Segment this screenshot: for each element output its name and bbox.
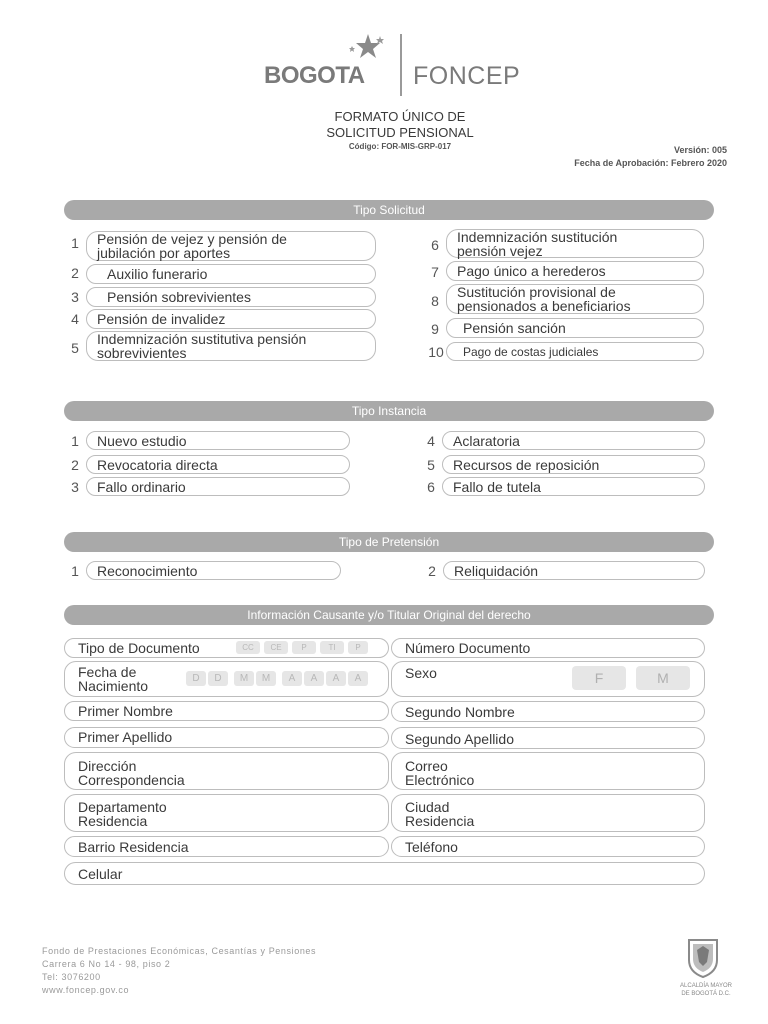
bogota-star-logo-icon (344, 32, 384, 64)
field-label: Correspondencia (78, 772, 185, 788)
option-aclaratoria[interactable] (442, 431, 705, 450)
field-label: Residencia (405, 813, 475, 829)
option-auxilio-funerario[interactable] (86, 264, 376, 284)
sexo-option-m[interactable]: M (636, 666, 690, 690)
telefono-field[interactable] (391, 836, 705, 857)
field-label: Barrio Residencia (78, 839, 189, 855)
date-year-box[interactable]: A (282, 671, 302, 686)
date-day-box[interactable]: D (208, 671, 228, 686)
segundo-nombre-field[interactable] (391, 701, 705, 722)
doc-type-chip[interactable]: TI (320, 641, 344, 654)
option-label: sobrevivientes (97, 345, 187, 361)
field-label: Primer Apellido (78, 729, 173, 745)
field-label: Residencia (78, 813, 148, 829)
option-label: Pensión de vejez y pensión de (97, 231, 287, 247)
section-header-tipo-instancia: Tipo Instancia (64, 401, 714, 421)
option-nuevo-estudio[interactable] (86, 431, 350, 450)
field-label: Celular (78, 866, 123, 882)
field-label: Fecha de (78, 664, 137, 680)
option-indemnizacion-sobrevivientes[interactable] (86, 331, 376, 361)
alcaldia-label-line1: ALCALDÍA MAYOR (680, 983, 732, 989)
option-number: 1 (71, 563, 79, 579)
field-label: Departamento (78, 799, 167, 815)
doc-type-chip[interactable]: P (348, 641, 368, 654)
option-number: 6 (427, 479, 435, 495)
correo-electronico-field[interactable] (391, 752, 705, 790)
sexo-option-f[interactable]: F (572, 666, 626, 690)
option-label: Pensión sanción (463, 320, 566, 336)
primer-apellido-field[interactable] (64, 727, 389, 748)
field-label: Segundo Apellido (405, 731, 514, 747)
option-number: 5 (71, 340, 79, 356)
option-indemnizacion-vejez[interactable] (446, 229, 704, 258)
form-version: Versión: 005 (673, 145, 727, 155)
option-label: Indemnización sustitución (457, 228, 618, 245)
option-label: pensión vejez (457, 242, 543, 259)
option-number: 4 (71, 311, 79, 327)
segundo-apellido-field[interactable] (391, 727, 705, 749)
direccion-correspondencia-field[interactable] (64, 752, 389, 790)
option-label: Pago de costas judiciales (463, 344, 599, 359)
field-label: Número Documento (405, 640, 531, 656)
option-number: 1 (71, 433, 79, 449)
footer-entity-name: Fondo de Prestaciones Económicas, Cesantías y Pensiones (42, 946, 317, 956)
field-label: Dirección (78, 758, 137, 774)
option-label: Fallo de tutela (453, 478, 541, 495)
option-label: Revocatoria directa (97, 456, 218, 473)
field-label: Primer Nombre (78, 703, 173, 719)
date-year-box[interactable]: A (304, 671, 324, 686)
option-pago-unico[interactable] (446, 261, 704, 281)
option-number: 5 (427, 457, 435, 473)
option-label: Reliquidación (454, 562, 539, 579)
option-pension-vejez[interactable] (86, 231, 376, 261)
doc-type-options (236, 641, 368, 655)
option-number: 7 (431, 264, 439, 280)
option-number: 8 (431, 293, 439, 309)
section-header-tipo-solicitud: Tipo Solicitud (64, 200, 714, 220)
celular-field[interactable] (64, 862, 705, 885)
option-number: 2 (71, 265, 79, 281)
barrio-residencia-field[interactable] (64, 836, 389, 857)
alcaldia-label-line2: DE BOGOTÁ D.C. (681, 991, 731, 997)
form-title-line1: FORMATO ÚNICO DE (334, 109, 466, 124)
date-month-box[interactable]: M (256, 671, 276, 686)
option-number: 3 (71, 479, 79, 495)
option-fallo-tutela[interactable] (442, 477, 705, 496)
form-code: Código: FOR-MIS-GRP-017 (348, 142, 452, 151)
approval-date: Fecha de Aprobación: Febrero 2020 (574, 158, 727, 168)
option-label: Pensión sobrevivientes (107, 289, 251, 305)
departamento-residencia-field[interactable] (64, 794, 389, 832)
field-label: Electrónico (405, 772, 475, 788)
option-pension-sancion[interactable] (446, 318, 704, 338)
logo-divider (400, 34, 402, 96)
doc-type-chip[interactable]: CC (236, 641, 260, 654)
field-label: Teléfono (405, 839, 458, 855)
option-label: Sustitución provisional de (457, 284, 616, 300)
option-label: Indemnización sustitutiva pensión (97, 331, 307, 347)
option-sustitucion-provisional[interactable] (446, 284, 704, 314)
date-year-box[interactable]: A (348, 671, 368, 686)
option-reconocimiento[interactable] (86, 561, 341, 580)
option-number: 4 (427, 433, 435, 449)
option-label: Pago único a herederos (457, 263, 606, 279)
option-label: Auxilio funerario (107, 266, 208, 282)
option-number: 6 (431, 237, 439, 253)
date-day-box[interactable]: D (186, 671, 206, 686)
date-year-box[interactable]: A (326, 671, 346, 686)
option-label: pensionados a beneficiarios (457, 298, 631, 314)
option-label: Aclaratoria (453, 432, 520, 449)
numero-documento-field[interactable] (391, 638, 705, 658)
option-pension-invalidez[interactable] (86, 309, 376, 329)
option-label: Nuevo estudio (97, 432, 187, 449)
footer-phone: Tel: 3076200 (42, 972, 101, 982)
option-label: Recursos de reposición (453, 456, 600, 473)
option-recursos-reposicion[interactable] (442, 455, 705, 474)
date-input-boxes (186, 671, 368, 686)
section-header-tipo-pretension: Tipo de Pretensión (64, 532, 714, 552)
form-title-line2: SOLICITUD PENSIONAL (326, 125, 474, 140)
date-month-box[interactable]: M (234, 671, 254, 686)
option-number: 10 (428, 344, 444, 360)
option-number: 2 (428, 563, 436, 579)
option-number: 1 (71, 235, 79, 251)
option-label: Reconocimiento (97, 562, 198, 579)
foncep-logo-text: FONCEP (413, 62, 521, 90)
alcaldia-shield-icon (686, 938, 720, 978)
footer-website[interactable]: www.foncep.gov.co (42, 985, 130, 995)
option-label: Pensión de invalidez (97, 311, 226, 327)
field-label: Sexo (405, 665, 437, 681)
option-fallo-ordinario[interactable] (86, 477, 350, 496)
option-label: jubilación por aportes (97, 245, 231, 261)
field-label: Ciudad (405, 799, 450, 815)
option-pension-sobrevivientes[interactable] (86, 287, 376, 307)
field-label: Segundo Nombre (405, 704, 515, 720)
option-number: 3 (71, 289, 79, 305)
field-label: Tipo de Documento (78, 640, 200, 656)
bogota-logo-text: BOGOTA (264, 62, 365, 89)
field-label: Nacimiento (78, 678, 149, 694)
doc-type-chip[interactable]: P (292, 641, 316, 654)
field-label: Correo (405, 758, 448, 774)
ciudad-residencia-field[interactable] (391, 794, 705, 832)
option-label: Fallo ordinario (97, 478, 186, 495)
footer-address: Carrera 6 No 14 - 98, piso 2 (42, 959, 171, 969)
option-reliquidacion[interactable] (443, 561, 705, 580)
section-header-informacion-causante: Información Causante y/o Titular Original del derecho (64, 605, 714, 625)
option-number: 9 (431, 321, 439, 337)
option-number: 2 (71, 457, 79, 473)
doc-type-chip[interactable]: CE (264, 641, 288, 654)
option-revocatoria-directa[interactable] (86, 455, 350, 474)
option-costas-judiciales[interactable] (446, 342, 704, 361)
primer-nombre-field[interactable] (64, 701, 389, 721)
